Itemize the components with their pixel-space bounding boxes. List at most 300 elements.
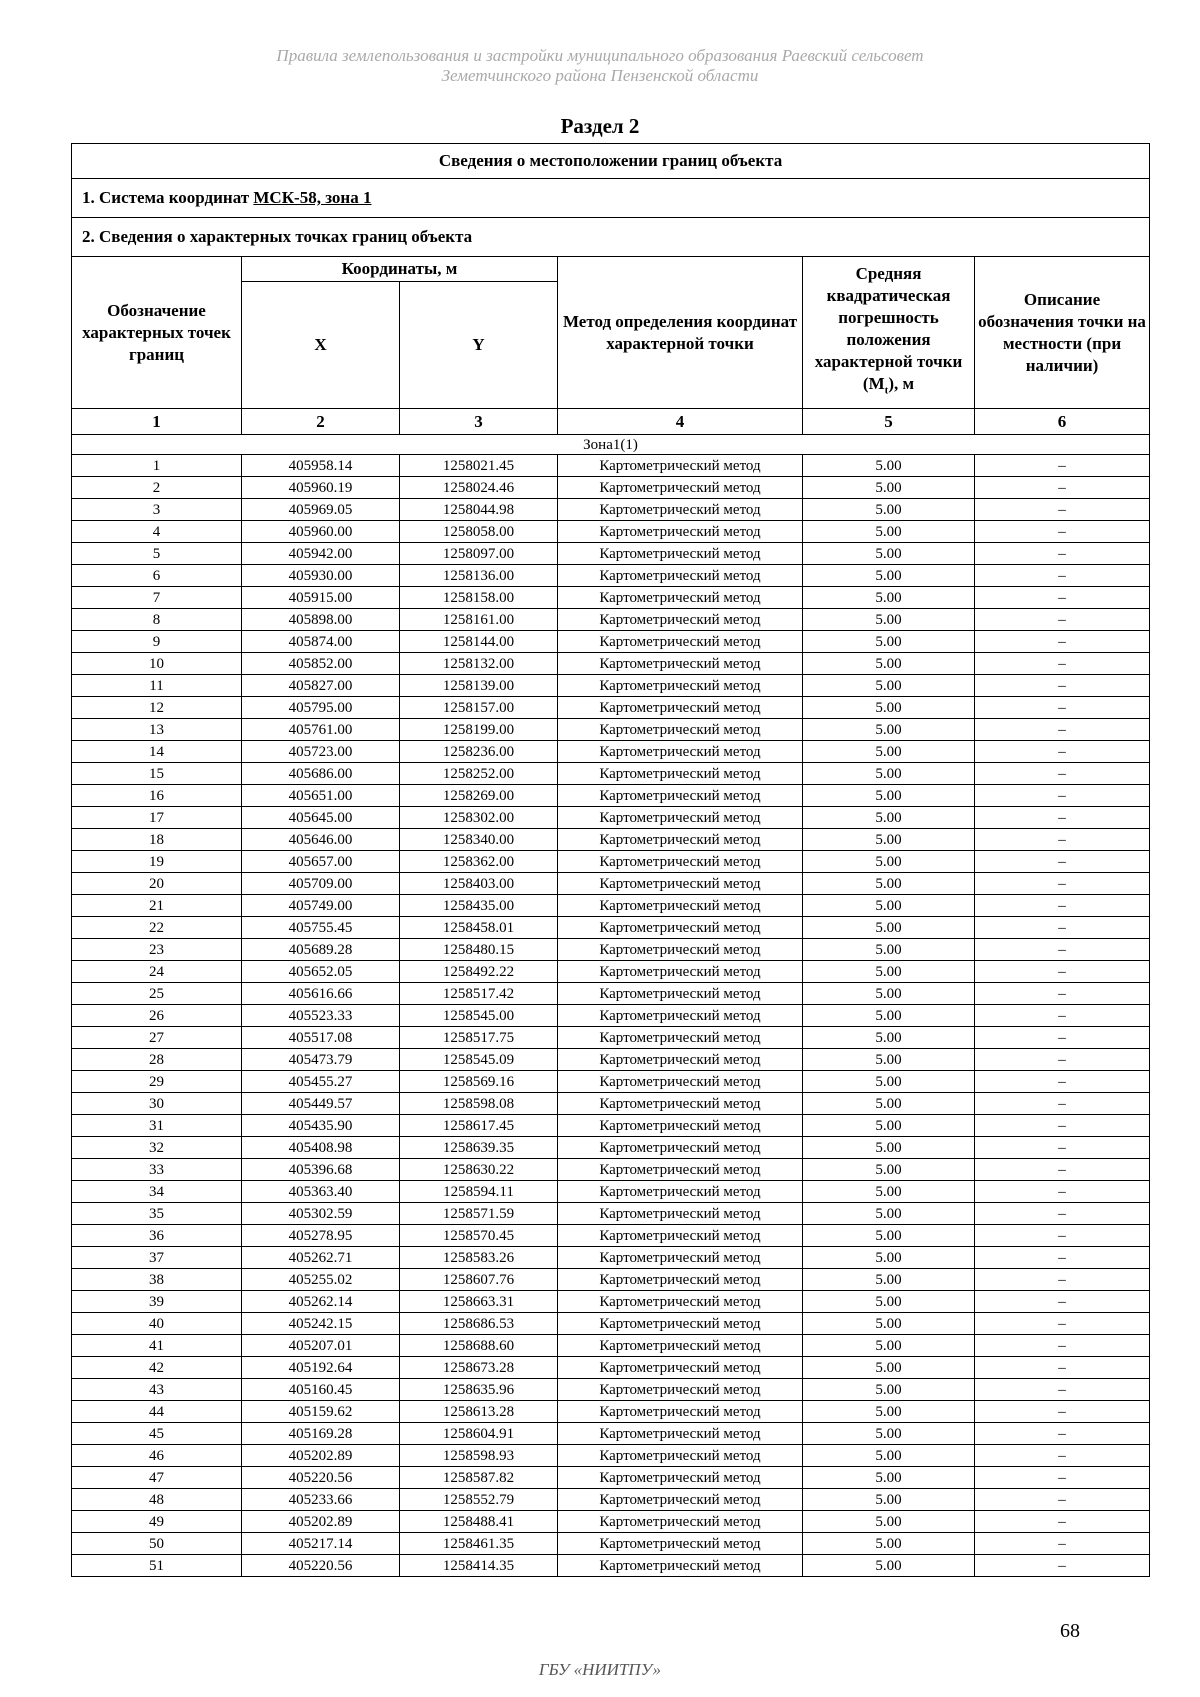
point-number-cell: 2 xyxy=(72,477,242,499)
x-coordinate-cell: 405233.66 xyxy=(242,1489,400,1511)
x-coordinate-cell: 405651.00 xyxy=(242,785,400,807)
method-cell: Картометрический метод xyxy=(558,1357,803,1379)
table-row xyxy=(72,1159,1150,1181)
point-number-cell: 40 xyxy=(72,1313,242,1335)
x-coordinate-cell: 405755.45 xyxy=(242,917,400,939)
y-coordinate-cell: 1258414.35 xyxy=(400,1555,558,1577)
point-number-cell: 34 xyxy=(72,1181,242,1203)
header-coordinates: Координаты, м xyxy=(242,257,558,282)
description-cell: – xyxy=(975,917,1150,939)
error-cell: 5.00 xyxy=(803,785,975,807)
method-cell: Картометрический метод xyxy=(558,1203,803,1225)
method-cell: Картометрический метод xyxy=(558,785,803,807)
error-cell: 5.00 xyxy=(803,1093,975,1115)
y-coordinate-cell: 1258157.00 xyxy=(400,697,558,719)
point-number-cell: 46 xyxy=(72,1445,242,1467)
error-cell: 5.00 xyxy=(803,543,975,565)
method-cell: Картометрический метод xyxy=(558,521,803,543)
table-row xyxy=(72,961,1150,983)
y-coordinate-cell: 1258569.16 xyxy=(400,1071,558,1093)
method-cell: Картометрический метод xyxy=(558,1247,803,1269)
y-coordinate-cell: 1258362.00 xyxy=(400,851,558,873)
point-number-cell: 48 xyxy=(72,1489,242,1511)
column-number: 6 xyxy=(975,409,1150,435)
x-coordinate-cell: 405169.28 xyxy=(242,1423,400,1445)
y-coordinate-cell: 1258630.22 xyxy=(400,1159,558,1181)
description-cell: – xyxy=(975,499,1150,521)
method-cell: Картометрический метод xyxy=(558,1005,803,1027)
description-cell: – xyxy=(975,1181,1150,1203)
error-cell: 5.00 xyxy=(803,1005,975,1027)
error-cell: 5.00 xyxy=(803,1181,975,1203)
description-cell: – xyxy=(975,1533,1150,1555)
point-number-cell: 26 xyxy=(72,1005,242,1027)
error-cell: 5.00 xyxy=(803,609,975,631)
error-cell: 5.00 xyxy=(803,1291,975,1313)
method-cell: Картометрический метод xyxy=(558,719,803,741)
x-coordinate-cell: 405761.00 xyxy=(242,719,400,741)
table-row xyxy=(72,1203,1150,1225)
y-coordinate-cell: 1258144.00 xyxy=(400,631,558,653)
description-cell: – xyxy=(975,807,1150,829)
error-cell: 5.00 xyxy=(803,1511,975,1533)
table-row xyxy=(72,1027,1150,1049)
table-row xyxy=(72,829,1150,851)
y-coordinate-cell: 1258158.00 xyxy=(400,587,558,609)
y-coordinate-cell: 1258021.45 xyxy=(400,455,558,477)
description-cell: – xyxy=(975,1489,1150,1511)
column-number: 1 xyxy=(72,409,242,435)
y-coordinate-cell: 1258199.00 xyxy=(400,719,558,741)
point-number-cell: 5 xyxy=(72,543,242,565)
table-row xyxy=(72,917,1150,939)
y-coordinate-cell: 1258403.00 xyxy=(400,873,558,895)
y-coordinate-cell: 1258545.09 xyxy=(400,1049,558,1071)
x-coordinate-cell: 405709.00 xyxy=(242,873,400,895)
description-cell: – xyxy=(975,1093,1150,1115)
x-coordinate-cell: 405749.00 xyxy=(242,895,400,917)
description-cell: – xyxy=(975,1445,1150,1467)
table-row xyxy=(72,631,1150,653)
description-cell: – xyxy=(975,1423,1150,1445)
error-cell: 5.00 xyxy=(803,763,975,785)
error-cell: 5.00 xyxy=(803,741,975,763)
description-cell: – xyxy=(975,521,1150,543)
table-row xyxy=(72,785,1150,807)
description-cell: – xyxy=(975,719,1150,741)
error-cell: 5.00 xyxy=(803,1335,975,1357)
method-cell: Картометрический метод xyxy=(558,1467,803,1489)
x-coordinate-cell: 405449.57 xyxy=(242,1093,400,1115)
y-coordinate-cell: 1258607.76 xyxy=(400,1269,558,1291)
method-cell: Картометрический метод xyxy=(558,1159,803,1181)
y-coordinate-cell: 1258587.82 xyxy=(400,1467,558,1489)
point-number-cell: 37 xyxy=(72,1247,242,1269)
header-line-2: Земетчинского района Пензенской области xyxy=(441,66,759,85)
method-cell: Картометрический метод xyxy=(558,939,803,961)
table-row xyxy=(72,1137,1150,1159)
table-row xyxy=(72,1269,1150,1291)
table-row xyxy=(72,1115,1150,1137)
point-number-cell: 3 xyxy=(72,499,242,521)
point-number-cell: 18 xyxy=(72,829,242,851)
x-coordinate-cell: 405657.00 xyxy=(242,851,400,873)
error-cell: 5.00 xyxy=(803,983,975,1005)
y-coordinate-cell: 1258673.28 xyxy=(400,1357,558,1379)
coordinate-system-value: МСК-58, зона 1 xyxy=(253,188,372,207)
error-cell: 5.00 xyxy=(803,1489,975,1511)
x-coordinate-cell: 405220.56 xyxy=(242,1555,400,1577)
method-cell: Картометрический метод xyxy=(558,895,803,917)
x-coordinate-cell: 405207.01 xyxy=(242,1335,400,1357)
method-cell: Картометрический метод xyxy=(558,1115,803,1137)
method-cell: Картометрический метод xyxy=(558,631,803,653)
method-cell: Картометрический метод xyxy=(558,1335,803,1357)
point-number-cell: 20 xyxy=(72,873,242,895)
error-cell: 5.00 xyxy=(803,1225,975,1247)
method-cell: Картометрический метод xyxy=(558,543,803,565)
column-number: 3 xyxy=(400,409,558,435)
table-row xyxy=(72,1423,1150,1445)
header-y: Y xyxy=(400,282,558,409)
y-coordinate-cell: 1258598.08 xyxy=(400,1093,558,1115)
y-coordinate-cell: 1258545.00 xyxy=(400,1005,558,1027)
method-cell: Картометрический метод xyxy=(558,565,803,587)
point-number-cell: 21 xyxy=(72,895,242,917)
x-coordinate-cell: 405958.14 xyxy=(242,455,400,477)
y-coordinate-cell: 1258044.98 xyxy=(400,499,558,521)
table-row xyxy=(72,543,1150,565)
error-cell: 5.00 xyxy=(803,631,975,653)
point-number-cell: 43 xyxy=(72,1379,242,1401)
table-row xyxy=(72,653,1150,675)
description-cell: – xyxy=(975,675,1150,697)
boundary-points-table xyxy=(71,143,1150,1577)
description-cell: – xyxy=(975,1247,1150,1269)
method-cell: Картометрический метод xyxy=(558,675,803,697)
point-number-cell: 10 xyxy=(72,653,242,675)
x-coordinate-cell: 405827.00 xyxy=(242,675,400,697)
method-cell: Картометрический метод xyxy=(558,1445,803,1467)
header-designation: Обозначение характерных точек границ xyxy=(72,257,242,409)
table-row xyxy=(72,763,1150,785)
y-coordinate-cell: 1258252.00 xyxy=(400,763,558,785)
description-cell: – xyxy=(975,455,1150,477)
y-coordinate-cell: 1258552.79 xyxy=(400,1489,558,1511)
method-cell: Картометрический метод xyxy=(558,829,803,851)
table-row xyxy=(72,873,1150,895)
error-cell: 5.00 xyxy=(803,1423,975,1445)
x-coordinate-cell: 405969.05 xyxy=(242,499,400,521)
point-number-cell: 12 xyxy=(72,697,242,719)
error-cell: 5.00 xyxy=(803,1533,975,1555)
table-row xyxy=(72,1071,1150,1093)
point-number-cell: 25 xyxy=(72,983,242,1005)
description-cell: – xyxy=(975,763,1150,785)
table-row xyxy=(72,983,1150,1005)
x-coordinate-cell: 405686.00 xyxy=(242,763,400,785)
method-cell: Картометрический метод xyxy=(558,1269,803,1291)
point-number-cell: 16 xyxy=(72,785,242,807)
y-coordinate-cell: 1258688.60 xyxy=(400,1335,558,1357)
method-cell: Картометрический метод xyxy=(558,763,803,785)
column-number-row xyxy=(72,409,1150,435)
point-number-cell: 33 xyxy=(72,1159,242,1181)
y-coordinate-cell: 1258269.00 xyxy=(400,785,558,807)
table-row xyxy=(72,939,1150,961)
document-header xyxy=(0,46,1200,86)
table-row xyxy=(72,477,1150,499)
error-cell: 5.00 xyxy=(803,1027,975,1049)
point-number-cell: 19 xyxy=(72,851,242,873)
table-row xyxy=(72,1313,1150,1335)
description-cell: – xyxy=(975,873,1150,895)
y-coordinate-cell: 1258458.01 xyxy=(400,917,558,939)
method-cell: Картометрический метод xyxy=(558,1093,803,1115)
y-coordinate-cell: 1258236.00 xyxy=(400,741,558,763)
y-coordinate-cell: 1258435.00 xyxy=(400,895,558,917)
section-title: Раздел 2 xyxy=(560,114,640,138)
method-cell: Картометрический метод xyxy=(558,1489,803,1511)
x-coordinate-cell: 405646.00 xyxy=(242,829,400,851)
error-cell: 5.00 xyxy=(803,697,975,719)
x-coordinate-cell: 405396.68 xyxy=(242,1159,400,1181)
error-cell: 5.00 xyxy=(803,851,975,873)
description-cell: – xyxy=(975,565,1150,587)
method-cell: Картометрический метод xyxy=(558,609,803,631)
y-coordinate-cell: 1258024.46 xyxy=(400,477,558,499)
description-cell: – xyxy=(975,653,1150,675)
table-row xyxy=(72,1467,1150,1489)
description-cell: – xyxy=(975,939,1150,961)
y-coordinate-cell: 1258132.00 xyxy=(400,653,558,675)
x-coordinate-cell: 405960.00 xyxy=(242,521,400,543)
point-number-cell: 41 xyxy=(72,1335,242,1357)
point-number-cell: 29 xyxy=(72,1071,242,1093)
y-coordinate-cell: 1258598.93 xyxy=(400,1445,558,1467)
error-cell: 5.00 xyxy=(803,719,975,741)
method-cell: Картометрический метод xyxy=(558,1555,803,1577)
point-number-cell: 13 xyxy=(72,719,242,741)
method-cell: Картометрический метод xyxy=(558,1291,803,1313)
x-coordinate-cell: 405202.89 xyxy=(242,1511,400,1533)
table-row xyxy=(72,609,1150,631)
x-coordinate-cell: 405262.14 xyxy=(242,1291,400,1313)
error-cell: 5.00 xyxy=(803,1049,975,1071)
table-row xyxy=(72,565,1150,587)
table-row xyxy=(72,1181,1150,1203)
method-cell: Картометрический метод xyxy=(558,587,803,609)
y-coordinate-cell: 1258139.00 xyxy=(400,675,558,697)
method-cell: Картометрический метод xyxy=(558,917,803,939)
y-coordinate-cell: 1258340.00 xyxy=(400,829,558,851)
error-cell: 5.00 xyxy=(803,565,975,587)
x-coordinate-cell: 405408.98 xyxy=(242,1137,400,1159)
x-coordinate-cell: 405255.02 xyxy=(242,1269,400,1291)
page-number: 68 xyxy=(1060,1620,1080,1642)
x-coordinate-cell: 405217.14 xyxy=(242,1533,400,1555)
method-cell: Картометрический метод xyxy=(558,741,803,763)
error-cell: 5.00 xyxy=(803,521,975,543)
method-cell: Картометрический метод xyxy=(558,653,803,675)
error-cell: 5.00 xyxy=(803,1313,975,1335)
y-coordinate-cell: 1258583.26 xyxy=(400,1247,558,1269)
error-cell: 5.00 xyxy=(803,961,975,983)
table-row xyxy=(72,1357,1150,1379)
x-coordinate-cell: 405616.66 xyxy=(242,983,400,1005)
table-row xyxy=(72,1555,1150,1577)
x-coordinate-cell: 405645.00 xyxy=(242,807,400,829)
method-cell: Картометрический метод xyxy=(558,1423,803,1445)
table-row xyxy=(72,587,1150,609)
point-number-cell: 8 xyxy=(72,609,242,631)
x-coordinate-cell: 405942.00 xyxy=(242,543,400,565)
x-coordinate-cell: 405795.00 xyxy=(242,697,400,719)
method-cell: Картометрический метод xyxy=(558,697,803,719)
error-cell: 5.00 xyxy=(803,587,975,609)
description-cell: – xyxy=(975,543,1150,565)
point-number-cell: 6 xyxy=(72,565,242,587)
point-number-cell: 51 xyxy=(72,1555,242,1577)
zone-row xyxy=(72,435,1150,455)
x-coordinate-cell: 405652.05 xyxy=(242,961,400,983)
error-cell: 5.00 xyxy=(803,1137,975,1159)
header-description: Описание обозначения точки на местности (при наличии) xyxy=(975,257,1150,409)
method-cell: Картометрический метод xyxy=(558,1401,803,1423)
x-coordinate-cell: 405202.89 xyxy=(242,1445,400,1467)
point-number-cell: 15 xyxy=(72,763,242,785)
column-number: 5 xyxy=(803,409,975,435)
y-coordinate-cell: 1258517.42 xyxy=(400,983,558,1005)
description-cell: – xyxy=(975,741,1150,763)
error-cell: 5.00 xyxy=(803,1357,975,1379)
x-coordinate-cell: 405517.08 xyxy=(242,1027,400,1049)
description-cell: – xyxy=(975,851,1150,873)
table-row xyxy=(72,1445,1150,1467)
column-number: 2 xyxy=(242,409,400,435)
header-x: X xyxy=(242,282,400,409)
point-number-cell: 45 xyxy=(72,1423,242,1445)
y-coordinate-cell: 1258613.28 xyxy=(400,1401,558,1423)
point-number-cell: 4 xyxy=(72,521,242,543)
method-cell: Картометрический метод xyxy=(558,477,803,499)
error-cell: 5.00 xyxy=(803,1269,975,1291)
method-cell: Картометрический метод xyxy=(558,1533,803,1555)
description-cell: – xyxy=(975,1379,1150,1401)
x-coordinate-cell: 405915.00 xyxy=(242,587,400,609)
point-number-cell: 36 xyxy=(72,1225,242,1247)
table-row xyxy=(72,1379,1150,1401)
header-method: Метод определения координат характерной точки xyxy=(558,257,803,409)
error-cell: 5.00 xyxy=(803,807,975,829)
y-coordinate-cell: 1258097.00 xyxy=(400,543,558,565)
y-coordinate-cell: 1258635.96 xyxy=(400,1379,558,1401)
table-row xyxy=(72,1291,1150,1313)
y-coordinate-cell: 1258604.91 xyxy=(400,1423,558,1445)
y-coordinate-cell: 1258686.53 xyxy=(400,1313,558,1335)
description-cell: – xyxy=(975,1071,1150,1093)
x-coordinate-cell: 405874.00 xyxy=(242,631,400,653)
table-row xyxy=(72,1335,1150,1357)
zone-label: Зона1(1) xyxy=(72,435,1150,455)
description-cell: – xyxy=(975,609,1150,631)
x-coordinate-cell: 405363.40 xyxy=(242,1181,400,1203)
y-coordinate-cell: 1258639.35 xyxy=(400,1137,558,1159)
description-cell: – xyxy=(975,1357,1150,1379)
description-cell: – xyxy=(975,895,1150,917)
x-coordinate-cell: 405242.15 xyxy=(242,1313,400,1335)
table-row xyxy=(72,1005,1150,1027)
point-number-cell: 35 xyxy=(72,1203,242,1225)
error-cell: 5.00 xyxy=(803,829,975,851)
point-number-cell: 7 xyxy=(72,587,242,609)
description-cell: – xyxy=(975,1269,1150,1291)
error-cell: 5.00 xyxy=(803,873,975,895)
y-coordinate-cell: 1258488.41 xyxy=(400,1511,558,1533)
header-line-1: Правила землепользования и застройки муниципального образования Раевский сельсовет xyxy=(276,46,924,65)
table-row xyxy=(72,499,1150,521)
method-cell: Картометрический метод xyxy=(558,1027,803,1049)
error-cell: 5.00 xyxy=(803,1115,975,1137)
description-cell: – xyxy=(975,1511,1150,1533)
description-cell: – xyxy=(975,587,1150,609)
error-cell: 5.00 xyxy=(803,1203,975,1225)
x-coordinate-cell: 405192.64 xyxy=(242,1357,400,1379)
error-cell: 5.00 xyxy=(803,1467,975,1489)
table-row xyxy=(72,719,1150,741)
point-number-cell: 31 xyxy=(72,1115,242,1137)
method-cell: Картометрический метод xyxy=(558,455,803,477)
point-number-cell: 27 xyxy=(72,1027,242,1049)
x-coordinate-cell: 405960.19 xyxy=(242,477,400,499)
method-cell: Картометрический метод xyxy=(558,873,803,895)
x-coordinate-cell: 405435.90 xyxy=(242,1115,400,1137)
table-row xyxy=(72,1247,1150,1269)
method-cell: Картометрический метод xyxy=(558,807,803,829)
y-coordinate-cell: 1258617.45 xyxy=(400,1115,558,1137)
table-row xyxy=(72,1401,1150,1423)
description-cell: – xyxy=(975,1159,1150,1181)
method-cell: Картометрический метод xyxy=(558,1511,803,1533)
method-cell: Картометрический метод xyxy=(558,1379,803,1401)
x-coordinate-cell: 405852.00 xyxy=(242,653,400,675)
y-coordinate-cell: 1258136.00 xyxy=(400,565,558,587)
method-cell: Картометрический метод xyxy=(558,851,803,873)
error-cell: 5.00 xyxy=(803,455,975,477)
point-number-cell: 9 xyxy=(72,631,242,653)
y-coordinate-cell: 1258480.15 xyxy=(400,939,558,961)
x-coordinate-cell: 405262.71 xyxy=(242,1247,400,1269)
description-cell: – xyxy=(975,1313,1150,1335)
coordinate-system-label: 1. Система координат xyxy=(82,188,254,207)
description-cell: – xyxy=(975,1203,1150,1225)
error-cell: 5.00 xyxy=(803,939,975,961)
description-cell: – xyxy=(975,1467,1150,1489)
x-coordinate-cell: 405160.45 xyxy=(242,1379,400,1401)
error-cell: 5.00 xyxy=(803,1555,975,1577)
description-cell: – xyxy=(975,477,1150,499)
y-coordinate-cell: 1258161.00 xyxy=(400,609,558,631)
point-number-cell: 14 xyxy=(72,741,242,763)
error-cell: 5.00 xyxy=(803,917,975,939)
description-cell: – xyxy=(975,1115,1150,1137)
y-coordinate-cell: 1258461.35 xyxy=(400,1533,558,1555)
x-coordinate-cell: 405473.79 xyxy=(242,1049,400,1071)
method-cell: Картометрический метод xyxy=(558,1181,803,1203)
footer: ГБУ «НИИТПУ» xyxy=(538,1660,662,1679)
point-number-cell: 47 xyxy=(72,1467,242,1489)
description-cell: – xyxy=(975,1555,1150,1577)
